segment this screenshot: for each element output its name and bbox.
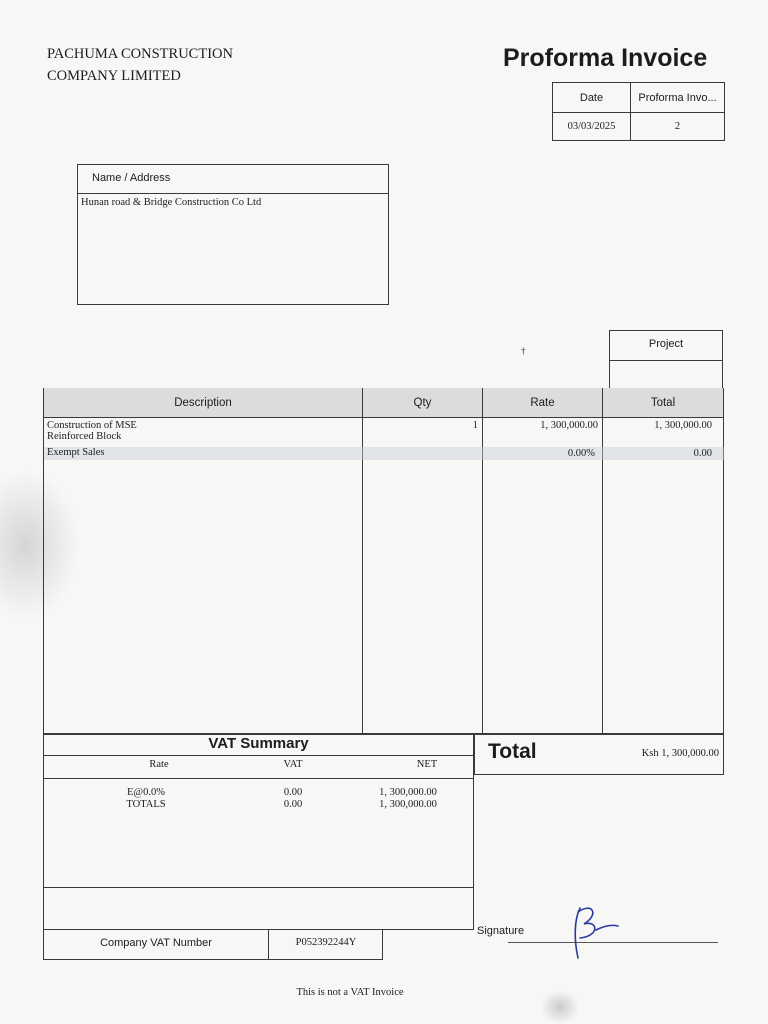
signature-mark [566, 900, 626, 964]
proforma-number-value: 2 [674, 121, 681, 132]
item-qty: 1 [472, 420, 478, 431]
item-description-line2: Reinforced Block [47, 431, 122, 442]
column-header-description: Description [44, 388, 362, 417]
vat-header-net: NET [416, 759, 438, 770]
vat-header-rate: Rate [149, 759, 169, 770]
date-label: Date [579, 91, 604, 104]
item-description-line1: Construction of MSE [47, 420, 137, 431]
vat-row-net: 1, 300,000.00 [379, 787, 437, 798]
name-address-label: Name / Address [92, 172, 171, 184]
footer-note: This is not a VAT Invoice [296, 987, 404, 998]
vat-row-vat: 0.00 [283, 787, 303, 798]
item-total: 1, 300,000.00 [654, 420, 712, 431]
company-vat-value: P052392244Y [295, 937, 357, 948]
vat-totals-vat: 0.00 [283, 799, 303, 810]
customer-name-address: Hunan road & Bridge Construction Co Ltd [81, 197, 262, 208]
company-vat-label: Company VAT Number [100, 937, 212, 949]
table-row [47, 420, 137, 442]
column-header-rate: Rate [483, 388, 602, 417]
name-address-box [77, 164, 389, 305]
exempt-sales-total: 0.00 [693, 448, 712, 459]
signature-label: Signature [477, 925, 525, 937]
vat-header-vat: VAT [283, 759, 303, 770]
project-label: Project [648, 338, 684, 350]
vat-row-rate: E@0.0% [127, 787, 165, 798]
company-name-line1: PACHUMA CONSTRUCTION [47, 46, 233, 62]
column-header-total: Total [603, 388, 723, 417]
company-name-line2: COMPANY LIMITED [47, 68, 181, 84]
column-header-qty: Qty [363, 388, 482, 417]
date-value: 03/03/2025 [567, 121, 616, 132]
item-rate: 1, 300,000.00 [540, 420, 598, 431]
total-amount: Ksh 1, 300,000.00 [641, 748, 719, 759]
proforma-number-label: Proforma Invo... [638, 91, 717, 104]
vat-summary-title: VAT Summary [208, 735, 309, 752]
total-label: Total [488, 740, 537, 763]
exempt-sales-description: Exempt Sales [47, 447, 105, 458]
exempt-sales-rate: 0.00% [567, 448, 595, 459]
company-name [47, 43, 233, 87]
document-title: Proforma Invoice [503, 44, 708, 72]
vat-totals-label: TOTALS [126, 799, 166, 810]
stray-mark: † [521, 346, 526, 356]
vat-totals-net: 1, 300,000.00 [379, 799, 437, 810]
line-items-table [43, 388, 724, 734]
